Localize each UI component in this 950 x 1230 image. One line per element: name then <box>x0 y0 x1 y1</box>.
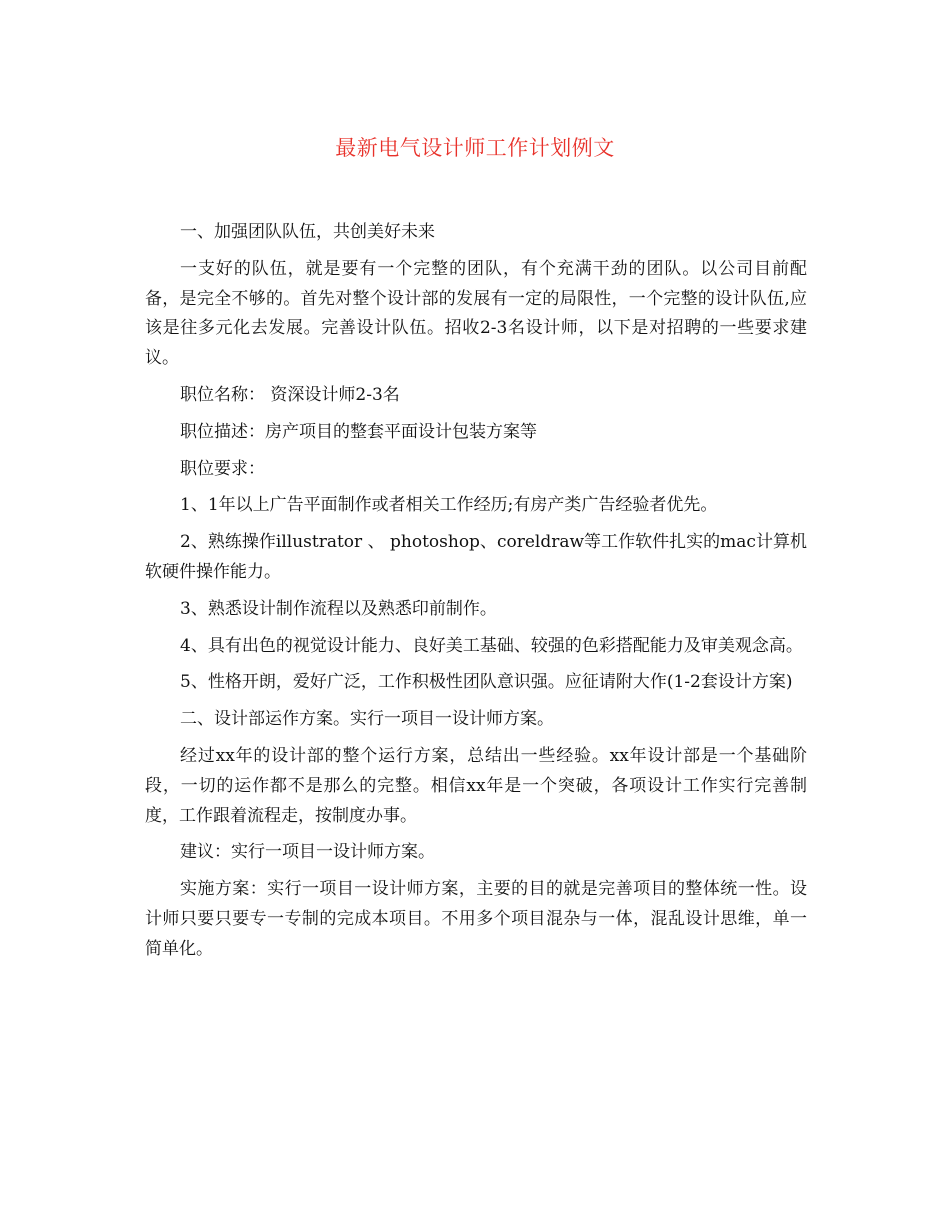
paragraph-experience-summary: 经过xx年的设计部的整个运行方案，总结出一些经验。xx年设计部是一个基础阶段，一切的运作都不是那么的完整。相信xx年是一个突破，各项设计工作实行完善制度，工作跟着流程走，按制度办事。 <box>145 745 807 826</box>
document-body <box>145 218 807 972</box>
requirement-item-5: 5、性格开朗，爱好广泛，工作积极性团队意识强。应征请附大作(1-2套设计方案) <box>180 672 793 693</box>
requirement-item-1: 1、1年以上广告平面制作或者相关工作经历;有房产类广告经验者优先。 <box>180 495 718 516</box>
paragraph-implementation-plan: 实施方案：实行一项目一设计师方案，主要的目的就是完善项目的整体统一性。设计师只要只要专一专制的完成本项目。不用多个项目混杂与一体，混乱设计思维，单一简单化。 <box>145 879 807 959</box>
paragraph-position-description: 职位描述：房产项目的整套平面设计包装方案等 <box>180 421 537 442</box>
paragraph-position-name: 职位名称： 资深设计师2-3名 <box>180 384 400 405</box>
paragraph-position-requirements: 职位要求： <box>180 458 265 479</box>
requirement-item-4: 4、具有出色的视觉设计能力、良好美工基础、较强的色彩搭配能力及审美观念高。 <box>180 635 803 656</box>
document-title: 最新电气设计师工作计划例文 <box>335 136 615 160</box>
requirement-item-2: 2、熟练操作illustrator 、 photoshop、coreldraw等工作软件扎实的mac计算机软硬件操作能力。 <box>145 532 807 582</box>
section-heading-2: 二、设计部运作方案。实行一项目一设计师方案。 <box>180 709 554 730</box>
paragraph-suggestion: 建议：实行一项目一设计师方案。 <box>180 842 435 863</box>
section-heading-1: 一、加强团队队伍，共创美好未来 <box>180 222 435 242</box>
requirement-item-3: 3、熟悉设计制作流程以及熟悉印前制作。 <box>180 598 497 619</box>
paragraph-team-intro: 一支好的队伍，就是要有一个完整的团队，有个充满干劲的团队。以公司目前配备，是完全不够的。首先对整个设计部的发展有一定的局限性，一个完整的设计队伍,应该是往多元化去发展。完善设计队伍。招收2-3名设计师，以下是对招聘的一些要求建议。 <box>145 258 807 369</box>
